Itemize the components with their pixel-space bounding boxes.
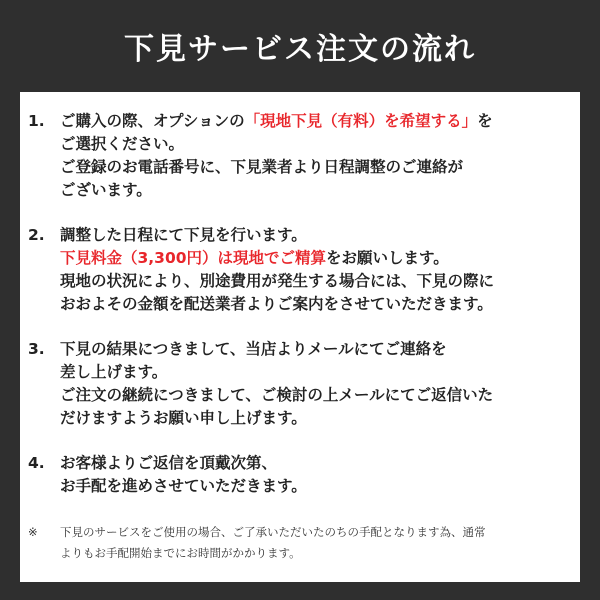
highlight-text: 「現地下見（有料）を希望する」: [244, 112, 478, 130]
step-2-line-4: おおよその金額を配送業者よりご案内をさせていただきます。: [60, 295, 493, 313]
content-panel: [20, 92, 580, 582]
step-number: 1.: [28, 112, 45, 130]
step-1-line-3: ご登録のお電話番号に、下見業者より日程調整のご連絡が: [60, 158, 464, 176]
step-2-line-3: 現地の状況により、別途費用が発生する場合には、下見の際に: [60, 272, 495, 290]
step-1-line-2: ご選択ください。: [60, 135, 185, 153]
highlight-text: 下見料金（3,300円）は現地でご精算: [60, 249, 327, 267]
step-number: 2.: [28, 226, 45, 244]
step-number: 4.: [28, 454, 45, 472]
step-text: を: [477, 112, 493, 130]
note-line-2: よりもお手配開始までにお時間がかかります。: [60, 546, 301, 560]
step-3-line-3: ご注文の継続につきまして、ご検討の上メールにてご返信いた: [60, 386, 494, 404]
step-4-line-1: お客様よりご返信を頂戴次第、: [60, 454, 278, 472]
step-3-line-1: 下見の結果につきまして、当店よりメールにてご連絡を: [60, 340, 447, 358]
step-4-line-2: お手配を進めさせていただきます。: [60, 477, 307, 495]
step-text: ご購入の際、オプションの: [60, 112, 245, 130]
step-2-line-2: [60, 247, 568, 270]
step-number: 3.: [28, 340, 45, 358]
step-3-line-2: 差し上げます。: [60, 363, 168, 381]
step-1-line-1: [60, 110, 568, 133]
step-1-line-4: ございます。: [60, 181, 152, 199]
page-title: 下見サービス注文の流れ: [124, 32, 476, 67]
note-mark: ※: [28, 525, 38, 539]
step-text: をお願いします。: [326, 249, 449, 267]
step-3-line-4: だけますようお願い申し上げます。: [60, 409, 307, 427]
note-line-1: 下見のサービスをご使用の場合、ご了承いただいたのちの手配となります為、通常: [60, 525, 486, 539]
step-2-line-1: 調整した日程にて下見を行います。: [60, 226, 307, 244]
